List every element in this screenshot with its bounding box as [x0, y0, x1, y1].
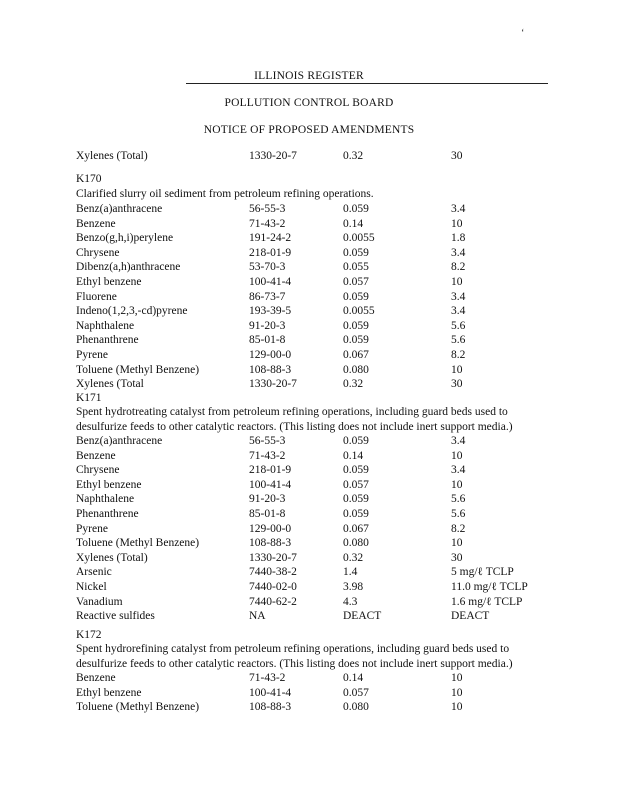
cas-number: 71-43-2 — [249, 672, 286, 684]
cas-number: 193-39-5 — [249, 305, 292, 318]
nonwastewater-standard: 3.4 — [451, 203, 466, 215]
nonwastewater-standard: 10 — [451, 537, 463, 550]
nonwastewater-standard: 1.8 — [451, 232, 466, 245]
nonwastewater-standard: 10 — [451, 363, 463, 376]
wastewater-standard: 0.059 — [343, 334, 369, 347]
wastewater-standard: 0.0055 — [343, 232, 375, 245]
nonwastewater-standard: 3.4 — [451, 435, 466, 447]
cas-number: 85-01-8 — [249, 508, 286, 520]
wastewater-standard: 0.080 — [343, 363, 369, 376]
constituent-name: Pyrene — [76, 522, 108, 535]
cas-number: 86-73-7 — [249, 290, 286, 303]
wastewater-standard: 0.080 — [343, 701, 369, 714]
wastewater-standard: 3.98 — [343, 581, 364, 593]
nonwastewater-standard: 10 — [451, 701, 463, 714]
constituent-name: Toluene (Methyl Benzene) — [76, 537, 200, 550]
constituent-name: Ethyl benzene — [76, 686, 142, 699]
wastewater-standard: 0.057 — [343, 478, 369, 491]
nonwastewater-standard: 5.6 — [451, 319, 466, 332]
constituent-name: Arsenic — [76, 566, 112, 579]
cas-number: 7440-38-2 — [249, 566, 297, 579]
waste-description: desulfurize feeds to other catalytic reactors. (This listing does not include inert support media.) — [76, 657, 513, 670]
wastewater-standard: 0.32 — [343, 551, 364, 564]
constituent-name: Reactive sulfides — [76, 610, 155, 623]
nonwastewater-standard: 10 — [451, 672, 463, 684]
waste-description: Spent hydrorefining catalyst from petroleum refining operations, including guard beds used to — [76, 643, 510, 655]
constituent-name: Naphthalene — [76, 493, 135, 506]
constituent-name: Ethyl benzene — [76, 276, 142, 288]
waste-code: K171 — [76, 392, 102, 404]
wastewater-standard: 0.059 — [343, 319, 369, 332]
cas-number: 71-43-2 — [249, 449, 286, 462]
wastewater-standard: 0.14 — [343, 449, 364, 462]
constituent-name: Chrysene — [76, 246, 120, 259]
register-title: ILLINOIS REGISTER — [254, 70, 364, 82]
wastewater-standard: DEACT — [343, 610, 382, 623]
cas-number: 7440-62-2 — [249, 595, 297, 608]
constituent-name: Benzene — [76, 217, 116, 230]
wastewater-standard: 0.057 — [343, 276, 369, 288]
wastewater-standard: 0.059 — [343, 246, 369, 259]
constituent-name: Benzo(g,h,i)perylene — [76, 232, 174, 245]
cas-number: NA — [249, 610, 266, 623]
constituent-name: Vanadium — [76, 595, 123, 608]
nonwastewater-standard: 3.4 — [451, 246, 466, 259]
wastewater-standard: 0.32 — [343, 378, 364, 391]
cas-number: 56-55-3 — [249, 435, 286, 447]
constituent-name: Chrysene — [76, 464, 120, 477]
cas-number: 91-20-3 — [249, 493, 286, 506]
wastewater-standard: 0.059 — [343, 290, 369, 303]
wastewater-standard: 1.4 — [343, 566, 358, 579]
nonwastewater-standard: 3.4 — [451, 290, 466, 303]
cas-number: 7440-02-0 — [249, 581, 297, 593]
wastewater-standard: 0.32 — [343, 150, 364, 162]
wastewater-standard: 4.3 — [343, 595, 358, 608]
wastewater-standard: 0.067 — [343, 522, 369, 535]
board-title: POLLUTION CONTROL BOARD — [224, 97, 394, 109]
constituent-name: Benz(a)anthracene — [76, 203, 163, 215]
nonwastewater-standard: DEACT — [451, 610, 490, 623]
notice-title: NOTICE OF PROPOSED AMENDMENTS — [203, 124, 415, 136]
nonwastewater-standard: 8.2 — [451, 261, 466, 274]
cas-number: 191-24-2 — [249, 232, 292, 245]
cas-number: 108-88-3 — [249, 701, 292, 714]
constituent-name: Toluene (Methyl Benzene) — [76, 701, 200, 714]
cas-number: 100-41-4 — [249, 478, 292, 491]
constituent-name: Fluorene — [76, 290, 117, 303]
waste-description: Spent hydrotreating catalyst from petroleum refining operations, including guard beds used to — [76, 406, 508, 418]
nonwastewater-standard: 10 — [451, 478, 463, 491]
waste-description: Clarified slurry oil sediment from petroleum refining operations. — [76, 188, 374, 200]
wastewater-standard: 0.059 — [343, 203, 369, 215]
constituent-name: Nickel — [76, 581, 107, 593]
wastewater-standard: 0.080 — [343, 537, 369, 550]
constituent-name: Xylenes (Total — [76, 378, 144, 391]
nonwastewater-standard: 8.2 — [451, 349, 466, 361]
scan-speck: ‘ — [521, 28, 525, 39]
constituent-name: Naphthalene — [76, 319, 135, 332]
nonwastewater-standard: 3.4 — [451, 305, 466, 318]
wastewater-standard: 0.059 — [343, 435, 369, 447]
constituent-name: Pyrene — [76, 349, 108, 361]
nonwastewater-standard: 11.0 mg/ℓ TCLP — [451, 581, 528, 593]
cas-number: 129-00-0 — [249, 522, 292, 535]
cas-number: 71-43-2 — [249, 217, 286, 230]
constituent-name: Phenanthrene — [76, 508, 139, 520]
cas-number: 100-41-4 — [249, 276, 292, 288]
cas-number: 1330-20-7 — [249, 378, 297, 391]
nonwastewater-standard: 3.4 — [451, 464, 466, 477]
constituent-name: Toluene (Methyl Benzene) — [76, 363, 200, 376]
wastewater-standard: 0.0055 — [343, 305, 375, 318]
cas-number: 53-70-3 — [249, 261, 286, 274]
waste-code: K172 — [76, 629, 102, 641]
nonwastewater-standard: 1.6 mg/ℓ TCLP — [451, 595, 523, 608]
constituent-name: Benzene — [76, 672, 116, 684]
nonwastewater-standard: 8.2 — [451, 522, 466, 535]
waste-code: K170 — [76, 173, 102, 185]
nonwastewater-standard: 30 — [451, 551, 463, 564]
wastewater-standard: 0.14 — [343, 672, 364, 684]
cas-number: 108-88-3 — [249, 363, 292, 376]
cas-number: 129-00-0 — [249, 349, 292, 361]
nonwastewater-standard: 30 — [451, 150, 463, 162]
nonwastewater-standard: 5 mg/ℓ TCLP — [451, 566, 514, 579]
cas-number: 56-55-3 — [249, 203, 286, 215]
cas-number: 85-01-8 — [249, 334, 286, 347]
constituent-name: Benzene — [76, 449, 116, 462]
constituent-name: Phenanthrene — [76, 334, 139, 347]
wastewater-standard: 0.057 — [343, 686, 369, 699]
constituent-name: Xylenes (Total) — [76, 551, 148, 564]
nonwastewater-standard: 5.6 — [451, 334, 466, 347]
cas-number: 218-01-9 — [249, 246, 292, 259]
wastewater-standard: 0.059 — [343, 508, 369, 520]
wastewater-standard: 0.067 — [343, 349, 369, 361]
constituent-name: Ethyl benzene — [76, 478, 142, 491]
nonwastewater-standard: 30 — [451, 378, 463, 391]
nonwastewater-standard: 10 — [451, 276, 463, 288]
waste-description: desulfurize feeds to other catalytic reactors. (This listing does not include inert support media.) — [76, 420, 513, 433]
nonwastewater-standard: 10 — [451, 217, 463, 230]
header-rule — [186, 83, 548, 84]
cas-number: 218-01-9 — [249, 464, 292, 477]
cas-number: 91-20-3 — [249, 319, 286, 332]
constituent-name: Benz(a)anthracene — [76, 435, 163, 447]
nonwastewater-standard: 10 — [451, 686, 463, 699]
cas-number: 1330-20-7 — [249, 551, 297, 564]
cas-number: 100-41-4 — [249, 686, 292, 699]
constituent-name: Xylenes (Total) — [76, 150, 148, 162]
cas-number: 1330-20-7 — [249, 150, 297, 162]
wastewater-standard: 0.055 — [343, 261, 369, 274]
cas-number: 108-88-3 — [249, 537, 292, 550]
wastewater-standard: 0.14 — [343, 217, 364, 230]
wastewater-standard: 0.059 — [343, 493, 369, 506]
nonwastewater-standard: 5.6 — [451, 493, 466, 506]
wastewater-standard: 0.059 — [343, 464, 369, 477]
nonwastewater-standard: 10 — [451, 449, 463, 462]
nonwastewater-standard: 5.6 — [451, 508, 466, 520]
constituent-name: Indeno(1,2,3,-cd)pyrene — [76, 305, 188, 318]
constituent-name: Dibenz(a,h)anthracene — [76, 261, 181, 274]
